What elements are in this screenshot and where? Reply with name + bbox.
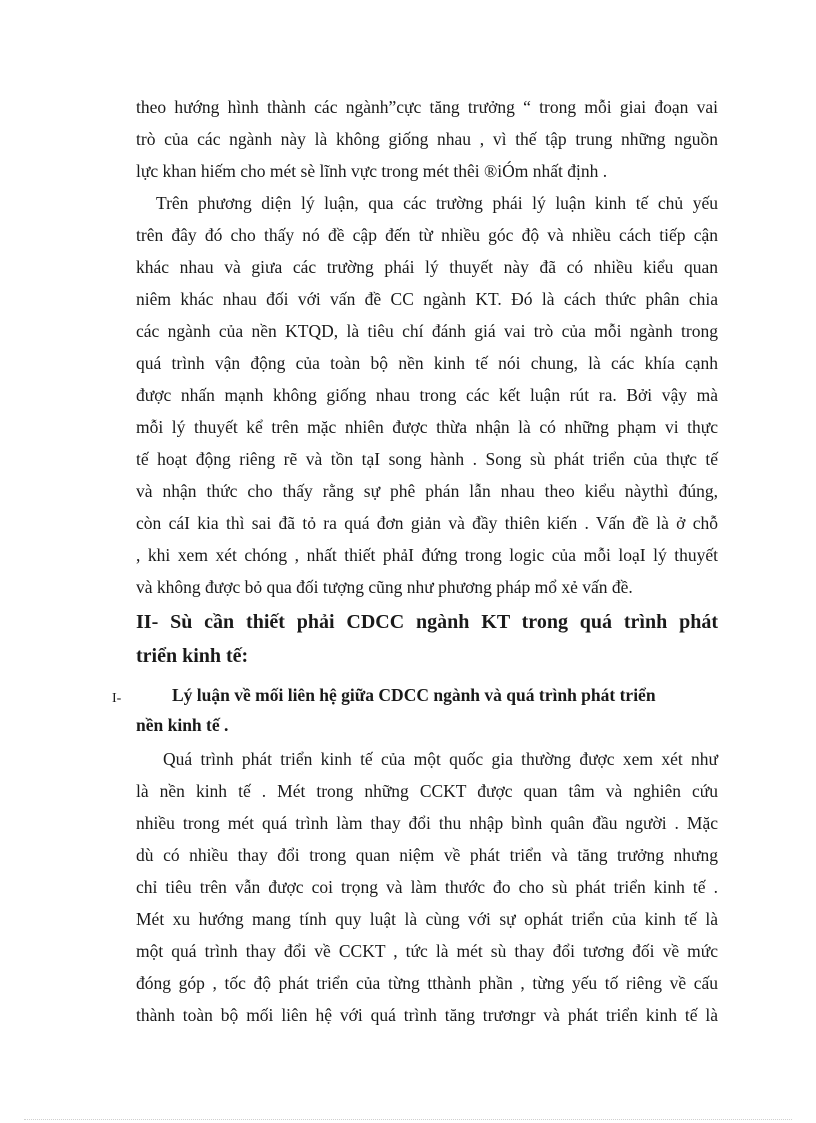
paragraph-2-line-13: và không được bỏ qua đối tượng cũng như phương pháp mổ xẻ vấn đề. (136, 577, 633, 597)
paragraph-3-line-7: một quá trình thay đổi về CCKT , tức là mét sù thay đổi tương đối về mức (136, 941, 718, 961)
paragraph-2-line-6: quá trình vận động của toàn bộ nền kinh tế nói chung, là các khía cạnh (136, 353, 718, 373)
paragraph-1-line-1: theo hướng hình thành các ngành”cực tăng trưởng “ trong mỗi giai đoạn vai (136, 97, 718, 117)
subsection-title-line-1: Lý luận về mối liên hệ giữa CDCC ngành và quá trình phát triển (172, 685, 656, 705)
paragraph-3-line-1: Quá trình phát triển kinh tế của một quốc gia thường được xem xét như (163, 749, 718, 769)
paragraph-1-line-3: lực khan hiếm cho mét sè lĩnh vực trong mét thêi ®iÓm nhất định . (136, 161, 608, 181)
paragraph-3-line-6: Mét xu hướng mang tính quy luật là cùng với sự ophát triển của kinh tế là (136, 909, 718, 929)
paragraph-2-line-4: niêm khác nhau đối với vấn đề CC ngành KT. Đó là cách thức phân chia (136, 289, 718, 309)
paragraph-3-line-3: nhiều trong mét quá trình làm thay đổi thu nhập bình quân đầu người . Mặc (136, 813, 718, 833)
paragraph-3-line-9: thành toàn bộ mối liên hệ với quá trình tăng trươngr và phát triển kinh tế là (136, 1005, 718, 1025)
paragraph-2-line-5: các ngành của nền KTQD, là tiêu chí đánh giá vai trò của mỗi ngành trong (136, 321, 718, 341)
paragraph-2-line-7: được nhấn mạnh không giống nhau trong các kết luận rút ra. Bởi vậy mà (136, 385, 718, 405)
section-heading-line-1: II- Sù cần thiết phải CDCC ngành KT trong quá trình phát (136, 611, 718, 633)
paragraph-1-line-2: trò của các ngành này là không giống nhau , vì thế tập trung những nguồn (136, 129, 718, 149)
paragraph-2-line-10: và nhận thức cho thấy rằng sự phê phán lẫn nhau theo kiểu nàythì đúng, (136, 481, 718, 501)
paragraph-3-line-4: dù có nhiều thay đổi trong quan niệm về phát triển và tăng trưởng nhưng (136, 845, 718, 865)
page-bottom-rule (24, 1119, 792, 1120)
subsection-marker: I- (112, 691, 122, 706)
paragraph-2-line-9: tế hoạt động riêng rẽ và tồn tạI song hành . Song sù phát triển của thực tế (136, 449, 718, 469)
paragraph-2-line-2: trên đây đó cho thấy nó đề cập đến từ nhiều góc độ và nhiều cách tiếp cận (136, 225, 718, 245)
paragraph-2-line-1: Trên phương diện lý luận, qua các trường phái lý luận kinh tế chủ yếu (156, 193, 718, 213)
paragraph-2-line-8: mỗi lý thuyết kể trên mặc nhiên được thừa nhận là có những phạm vi thực (136, 417, 718, 437)
paragraph-3-line-8: đóng góp , tốc độ phát triển của từng tthành phần , từng yếu tố riêng về cấu (136, 973, 718, 993)
paragraph-2-line-11: còn cáI kia thì sai đã tỏ ra quá đơn giản và đầy thiên kiến . Vấn đề là ở chỗ (136, 513, 718, 533)
paragraph-3-line-5: chỉ tiêu trên vẫn được coi trọng và làm thước đo cho sù phát triển kinh tế . (136, 877, 718, 897)
paragraph-3-line-2: là nền kinh tế . Mét trong những CCKT được quan tâm và nghiên cứu (136, 781, 718, 801)
subsection-title-line-2: nền kinh tế . (136, 715, 229, 735)
section-heading-line-2: triển kinh tế: (136, 645, 249, 667)
paragraph-2-line-3: khác nhau và giưa các trường phái lý thuyết này đã có nhiều kiểu quan (136, 257, 718, 277)
paragraph-2-line-12: , khi xem xét chóng , nhất thiết phảI đứng trong logic của mỗi loạI lý thuyết (136, 545, 718, 565)
